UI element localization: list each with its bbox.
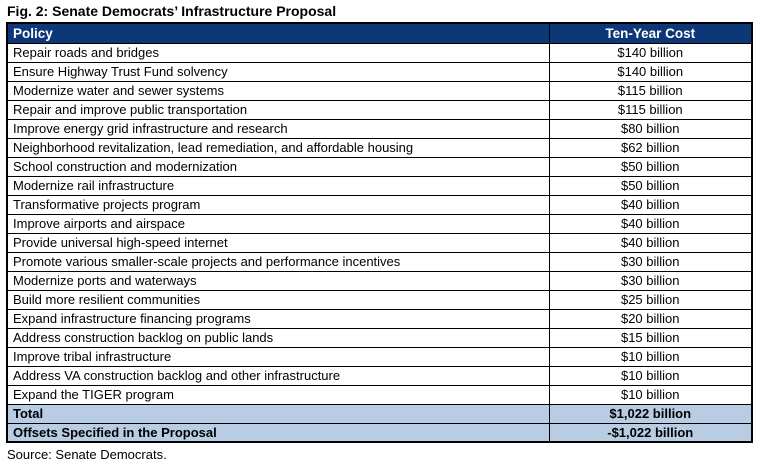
- policy-cell: Improve airports and airspace: [7, 214, 549, 233]
- cost-cell: $50 billion: [549, 157, 752, 176]
- policy-cell: Build more resilient communities: [7, 290, 549, 309]
- table-row: [7, 119, 752, 138]
- cost-cell: $40 billion: [549, 233, 752, 252]
- offsets-label: Offsets Specified in the Proposal: [7, 423, 549, 442]
- table-row: [7, 81, 752, 100]
- policy-cell: Address VA construction backlog and other infrastructure: [7, 366, 549, 385]
- cost-cell: $30 billion: [549, 271, 752, 290]
- cost-cell: $140 billion: [549, 62, 752, 81]
- table-row: [7, 366, 752, 385]
- table-row: [7, 233, 752, 252]
- ten-year-cost-column-header: Ten-Year Cost: [549, 23, 752, 43]
- table-row: [7, 385, 752, 404]
- policy-cell: Address construction backlog on public lands: [7, 328, 549, 347]
- source-note: Source: Senate Democrats.: [7, 447, 167, 462]
- table-row: [7, 176, 752, 195]
- policy-cell: Provide universal high-speed internet: [7, 233, 549, 252]
- table-row: [7, 100, 752, 119]
- table-summary: [7, 404, 752, 442]
- total-value: $1,022 billion: [549, 404, 752, 423]
- figure-title: Fig. 2: Senate Democrats’ Infrastructure Proposal: [7, 3, 337, 19]
- cost-cell: $10 billion: [549, 366, 752, 385]
- table-row: [7, 309, 752, 328]
- policy-cell: Expand infrastructure financing programs: [7, 309, 549, 328]
- policy-cell: Expand the TIGER program: [7, 385, 549, 404]
- cost-cell: $50 billion: [549, 176, 752, 195]
- offsets-row: [7, 423, 752, 442]
- table-row: [7, 157, 752, 176]
- policy-cell: Ensure Highway Trust Fund solvency: [7, 62, 549, 81]
- cost-cell: $80 billion: [549, 119, 752, 138]
- table-row: [7, 290, 752, 309]
- policy-cell: Neighborhood revitalization, lead remediation, and affordable housing: [7, 138, 549, 157]
- table-row: [7, 62, 752, 81]
- table-row: [7, 328, 752, 347]
- cost-cell: $140 billion: [549, 43, 752, 62]
- policy-cell: School construction and modernization: [7, 157, 549, 176]
- table-row: [7, 138, 752, 157]
- policy-cell: Improve energy grid infrastructure and research: [7, 119, 549, 138]
- cost-cell: $30 billion: [549, 252, 752, 271]
- table-row: [7, 347, 752, 366]
- policy-cell: Modernize rail infrastructure: [7, 176, 549, 195]
- table-row: [7, 271, 752, 290]
- total-label: Total: [7, 404, 549, 423]
- table-row: [7, 43, 752, 62]
- policy-cell: Improve tribal infrastructure: [7, 347, 549, 366]
- table-row: [7, 195, 752, 214]
- policy-cell: Repair roads and bridges: [7, 43, 549, 62]
- cost-cell: $115 billion: [549, 100, 752, 119]
- policy-cell: Repair and improve public transportation: [7, 100, 549, 119]
- table-row: [7, 252, 752, 271]
- cost-cell: $15 billion: [549, 328, 752, 347]
- cost-cell: $40 billion: [549, 214, 752, 233]
- table-body: [7, 43, 752, 404]
- cost-cell: $115 billion: [549, 81, 752, 100]
- table-header: [7, 23, 752, 43]
- policy-cell: Transformative projects program: [7, 195, 549, 214]
- infrastructure-proposal-table: [6, 22, 753, 443]
- policy-cell: Modernize ports and waterways: [7, 271, 549, 290]
- header-row: [7, 23, 752, 43]
- offsets-value: -$1,022 billion: [549, 423, 752, 442]
- cost-cell: $62 billion: [549, 138, 752, 157]
- cost-cell: $25 billion: [549, 290, 752, 309]
- cost-cell: $20 billion: [549, 309, 752, 328]
- total-row: [7, 404, 752, 423]
- table-row: [7, 214, 752, 233]
- policy-cell: Promote various smaller-scale projects and performance incentives: [7, 252, 549, 271]
- policy-column-header: Policy: [7, 23, 549, 43]
- cost-cell: $10 billion: [549, 385, 752, 404]
- cost-cell: $40 billion: [549, 195, 752, 214]
- policy-cell: Modernize water and sewer systems: [7, 81, 549, 100]
- cost-cell: $10 billion: [549, 347, 752, 366]
